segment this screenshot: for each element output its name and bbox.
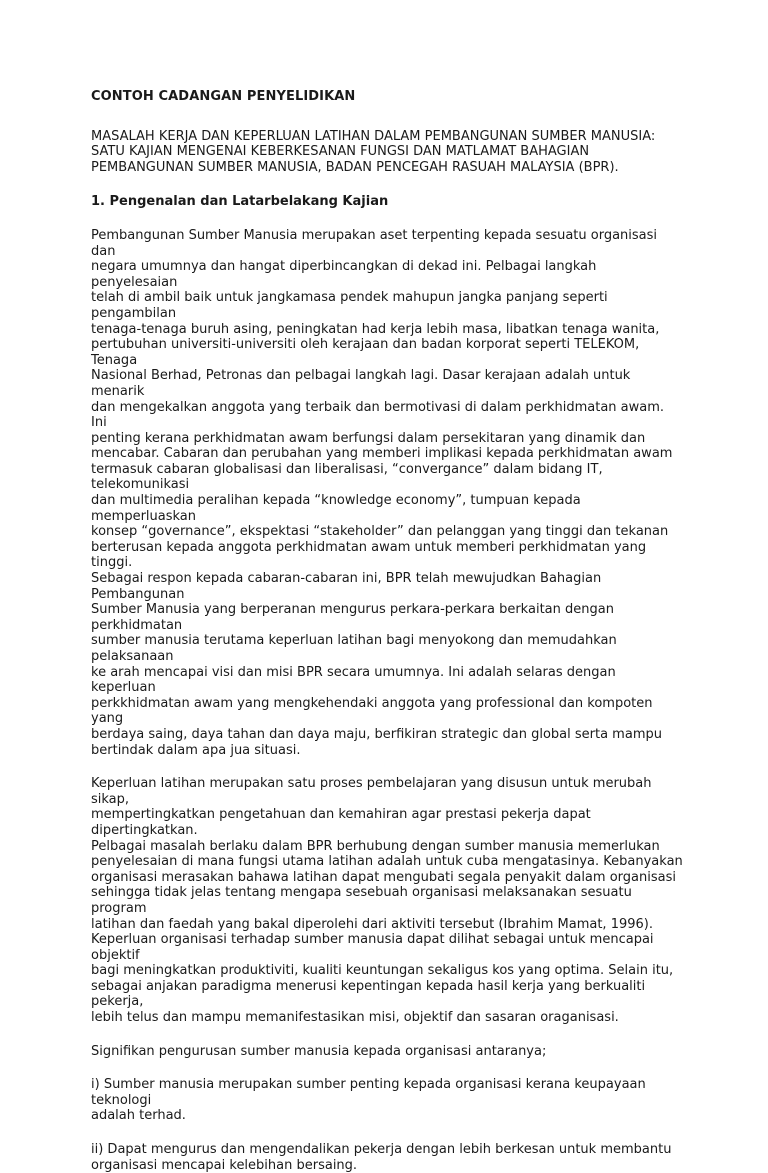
paragraph-significance-intro: Signifikan pengurusan sumber manusia kepada organisasi antaranya; [91, 1043, 547, 1059]
paragraph-introduction: Pembangunan Sumber Manusia merupakan aset terpenting kepada sesuatu organisasi dan negara umumnya dan hangat diperbincangkan di dekad ini. Pelbagai langkah penyelesaian telah di ambil baik untuk jangkamasa pendek mahupun jangka panjang seperti pengambilan tenaga-tenaga buruh asing, peningkatan had kerja lebih masa, libatkan tenaga wanita, pertubuhan universiti-universiti oleh kerajaan dan badan korporat seperti TELEKOM, Tenaga Nasional Berhad, Petronas dan pelbagai langkah lagi. Dasar kerajaan adalah untuk menarik dan mengekalkan anggota yang terbaik dan bermotivasi di dalam perkhidmatan awam. Ini penting kerana perkhidmatan awam berfungsi dalam persekitaran yang dinamik dan mencabar. Cabaran dan perubahan yang memberi implikasi kepada perkhidmatan awam termasuk cabaran globalisasi dan liberalisasi, “convergance” dalam bidang IT, telekomunikasi dan multimedia peralihan kepada “knowledge economy”, tumpuan kepada memperluaskan konsep “governance”, ekspektasi “stakeholder” dan pelanggan yang tinggi dan tekanan berterusan kepada anggota perkhidmatan awam untuk memberi perkhidmatan yang tinggi. Sebagai respon kepada cabaran-cabaran ini, BPR telah mewujudkan Bahagian Pembangunan Sumber Manusia yang berperanan mengurus perkara-perkara berkaitan dengan perkhidmatan sumber manusia terutama keperluan latihan bagi menyokong dan memudahkan pelaksanaan ke arah mencapai visi dan misi BPR secara umumnya. Ini adalah selaras dengan keperluan perkkhidmatan awam yang mengkehendaki anggota yang professional dan kompoten yang berdaya saing, daya tahan dan daya maju, berfikiran strategic dan global serta mampu bertindak dalam apa jua situasi. [91, 227, 673, 758]
list-item-significance-2: ii) Dapat mengurus dan mengendalikan pekerja dengan lebih berkesan untuk membantu organisasi mencapai kelebihan bersaing. [91, 1142, 672, 1173]
document-title: MASALAH KERJA DAN KEPERLUAN LATIHAN DALAM PEMBANGUNAN SUMBER MANUSIA: SATU KAJIAN MENGENAI KEBERKESANAN FUNGSI DAN MATLAMAT BAHAGIAN PEMBANGUNAN SUMBER MANUSIA, BADAN PENCEGAH RASUAH MALAYSIA (BPR). [91, 128, 656, 175]
document-label: CONTOH CADANGAN PENYELIDIKAN [91, 89, 356, 104]
list-item-significance-1: i) Sumber manusia merupakan sumber penting kepada organisasi kerana keupayaan teknologi adalah terhad. [91, 1077, 646, 1124]
document-page [91, 89, 683, 1173]
paragraph-training-needs: Keperluan latihan merupakan satu proses pembelajaran yang disusun untuk merubah sikap, mempertingkatkan pengetahuan dan kemahiran agar prestasi pekerja dapat dipertingkatkan. Pelbagai masalah berlaku dalam BPR berhubung dengan sumber manusia memerlukan penyelesaian di mana fungsi utama latihan adalah untuk cuba mengatasinya. Kebanyakan organisasi merasakan bahawa latihan dapat mengubati segala penyakit dalam organisasi sehingga tidak jelas tentang mengapa sesebuah organisasi melaksanakan sesuatu program latihan dan faedah yang bakal diperolehi dari aktiviti tersebut (Ibrahim Mamat, 1996). Keperluan organisasi terhadap sumber manusia dapat dilihat sebagai untuk mencapai objektif bagi meningkatkan produktiviti, kualiti keuntungan sekaligus kos yang optima. Selain itu, sebagai anjakan paradigma menerusi kepentingan kepada hasil kerja yang berkualiti pekerja, lebih telus dan mampu memanifestasikan misi, objektif dan sasaran oraganisasi. [91, 776, 683, 1026]
section-heading: 1. Pengenalan dan Latarbelakang Kajian [91, 194, 389, 210]
